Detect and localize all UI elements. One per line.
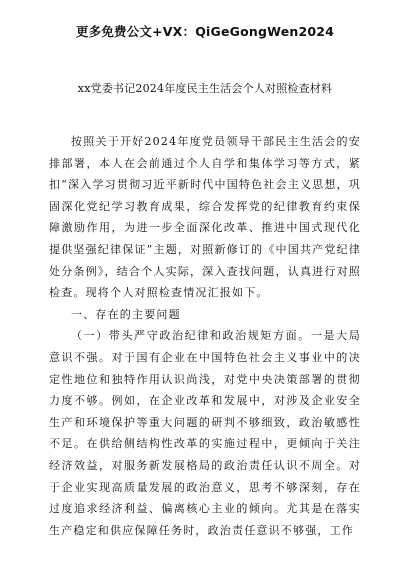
section-heading: 一、存在的主要问题 — [71, 307, 181, 321]
problem-paragraph: （一）带头严守政治纪律和政治规矩方面。一是大局意识不强。对于国有企业在中国特色社会主义事业中的决定性地位和独特作用认识尚浅，对党中央决策部署的贯彻力度不够。例如，在企业改革和发展中，对涉及企业安全生产和环境保护等重大问题的研判不够细致，政治敏感性不足。在供给侧结构性改革的实施过程中，更倾向于关注经济效益，对服务新发展格局的政治责任认识不周全。对于企业实现高质量发展的政治意义，思考不够深刻，存在过度追求经济利益、偏离核心主业的倾向。尤其是在落实生产稳定和供应保障任务时，政治责任意识不够强，工作 — [49, 329, 361, 537]
intro-paragraph: 按照关于开好2024年度党员领导干部民主生活会的安排部署，本人在会前通过个人自学和集体学习等方式，紧扣“深入学习贯彻习近平新时代中国特色社会主义思想，巩固深化党纪学习教育成果，综合发挥党的纪律教育约束保障激励作用，为进一步全面深化改革、推进中国式现代化提供坚强纪律保证”主题，对照新修订的《中国共产党纪律处分条例》，结合个人实际，深入查找问题，认真进行对照检查。现将个人对照检查情况汇报如下。 — [49, 135, 361, 300]
promo-banner: 更多免费公文+VX：QiGeGongWen2024 — [75, 24, 335, 39]
document-title: xx党委书记2024年度民主生活会个人对照检查材料 — [77, 82, 333, 95]
document-body — [49, 131, 361, 541]
